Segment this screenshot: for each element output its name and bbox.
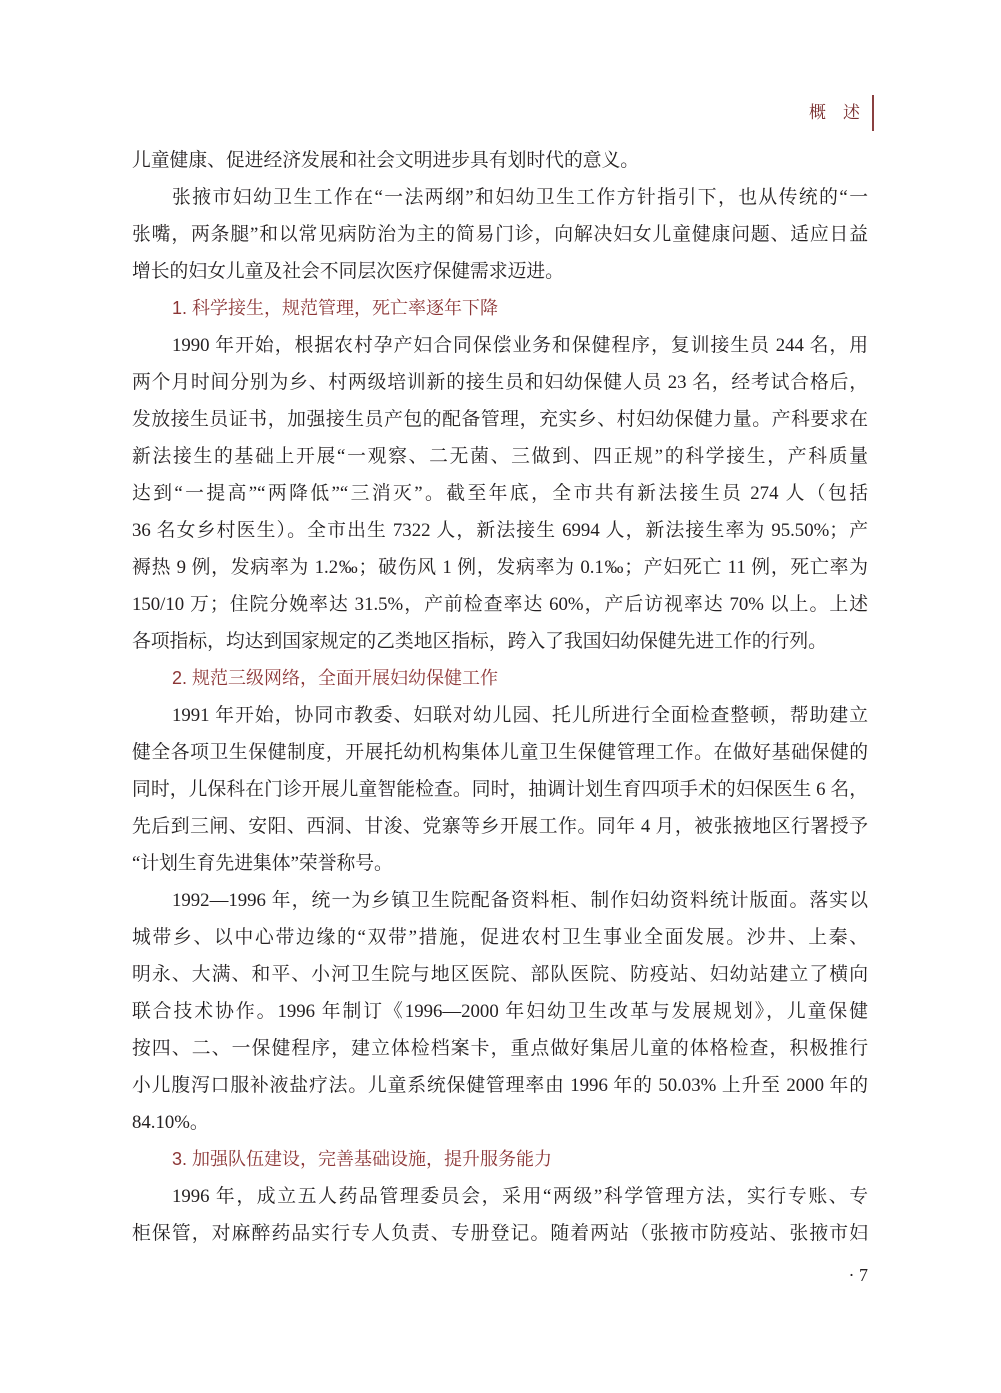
running-header-title: 概 述 <box>809 103 860 122</box>
section-heading-3: 3. 加强队伍建设，完善基础设施，提升服务能力 <box>172 1149 553 1169</box>
page-number: · 7 <box>848 1265 868 1285</box>
paragraph <box>132 179 868 290</box>
text-line: 1996 年，成立五人药品管理委员会，采用“两级”科学管理方法，实行专账、专 <box>172 1186 868 1207</box>
text-line: 两个月时间分别为乡、村两级培训新的接生员和妇幼保健人员 23 名，经考试合格后， <box>132 372 868 393</box>
text-line: 先后到三闸、安阳、西洞、甘浚、党寨等乡开展工作。同年 4 月，被张掖地区行署授予 <box>132 816 868 837</box>
text-line: 城带乡、以中心带边缘的“双带”措施，促进农村卫生事业全面发展。沙井、上秦、 <box>132 927 868 948</box>
text-line: 健全各项卫生保健制度，开展托幼机构集体儿童卫生保健管理工作。在做好基础保健的 <box>132 742 868 763</box>
text-line: 150/10 万；住院分娩率达 31.5%，产前检查率达 60%，产后访视率达 70% 以上。上述 <box>132 594 868 615</box>
section-heading-2: 2. 规范三级网络，全面开展妇幼保健工作 <box>172 668 499 688</box>
text-line: 张掖市妇幼卫生工作在“一法两纲”和妇幼卫生工作方针指引下，也从传统的“一 <box>172 187 868 208</box>
text-line: 按四、二、一保健程序，建立体检档案卡，重点做好集居儿童的体格检查，积极推行 <box>132 1038 868 1059</box>
text-line: 1991 年开始，协同市教委、妇联对幼儿园、托儿所进行全面检查整顿，帮助建立 <box>172 705 868 726</box>
text-line: 84.10%。 <box>132 1112 209 1133</box>
text-line: 增长的妇女儿童及社会不同层次医疗保健需求迈进。 <box>132 261 564 282</box>
text-line: 36 名女乡村医生）。全市出生 7322 人，新法接生 6994 人，新法接生率为 95.50%；产 <box>132 520 868 541</box>
paragraph <box>132 1178 868 1252</box>
text-line: 柜保管，对麻醉药品实行专人负责、专册登记。随着两站（张掖市防疫站、张掖市妇 <box>132 1223 868 1244</box>
text-line: 发放接生员证书，加强接生员产包的配备管理，充实乡、村妇幼保健力量。产科要求在 <box>132 409 868 430</box>
paragraph <box>132 327 868 660</box>
text-line: 儿童健康、促进经济发展和社会文明进步具有划时代的意义。 <box>132 150 640 171</box>
text-line: 达到“一提高”“两降低”“三消灭”。截至年底，全市共有新法接生员 274 人（包括 <box>132 483 868 504</box>
text-line: 同时，儿保科在门诊开展儿童智能检查。同时，抽调计划生育四项手术的妇保医生 6 名， <box>132 779 868 800</box>
text-line: 小儿腹泻口服补液盐疗法。儿童系统保健管理率由 1996 年的 50.03% 上升至 2000 年的 <box>132 1075 868 1096</box>
text-line: 1992—1996 年，统一为乡镇卫生院配备资料柜、制作妇幼资料统计版面。落实以 <box>172 890 868 911</box>
text-line: 新法接生的基础上开展“一观察、二无菌、三做到、四正规”的科学接生，产科质量 <box>132 446 868 467</box>
text-line: 联合技术协作。1996 年制订《1996—2000 年妇幼卫生改革与发展规划》，儿童保健 <box>132 1001 868 1022</box>
paragraph <box>132 697 868 882</box>
text-line: 各项指标，均达到国家规定的乙类地区指标，跨入了我国妇幼保健先进工作的行列。 <box>132 631 827 652</box>
section-heading-1: 1. 科学接生，规范管理，死亡率逐年下降 <box>172 298 499 318</box>
paragraph <box>132 882 868 1141</box>
text-line: 张嘴，两条腿”和以常见病防治为主的简易门诊，向解决妇女儿童健康问题、适应日益 <box>132 224 868 245</box>
text-line: “计划生育先进集体”荣誉称号。 <box>132 853 393 874</box>
text-line: 1990 年开始，根据农村孕产妇合同保偿业务和保健程序，复训接生员 244 名，用 <box>172 335 868 356</box>
text-line: 褥热 9 例，发病率为 1.2‰；破伤风 1 例，发病率为 0.1‰；产妇死亡 11 例，死亡率为 <box>132 557 868 578</box>
text-line: 明永、大满、和平、小河卫生院与地区医院、部队医院、防疫站、妇幼站建立了横向 <box>132 964 868 985</box>
page-body <box>132 142 868 1252</box>
header-rule <box>872 95 874 131</box>
paragraph-continued <box>132 142 868 179</box>
